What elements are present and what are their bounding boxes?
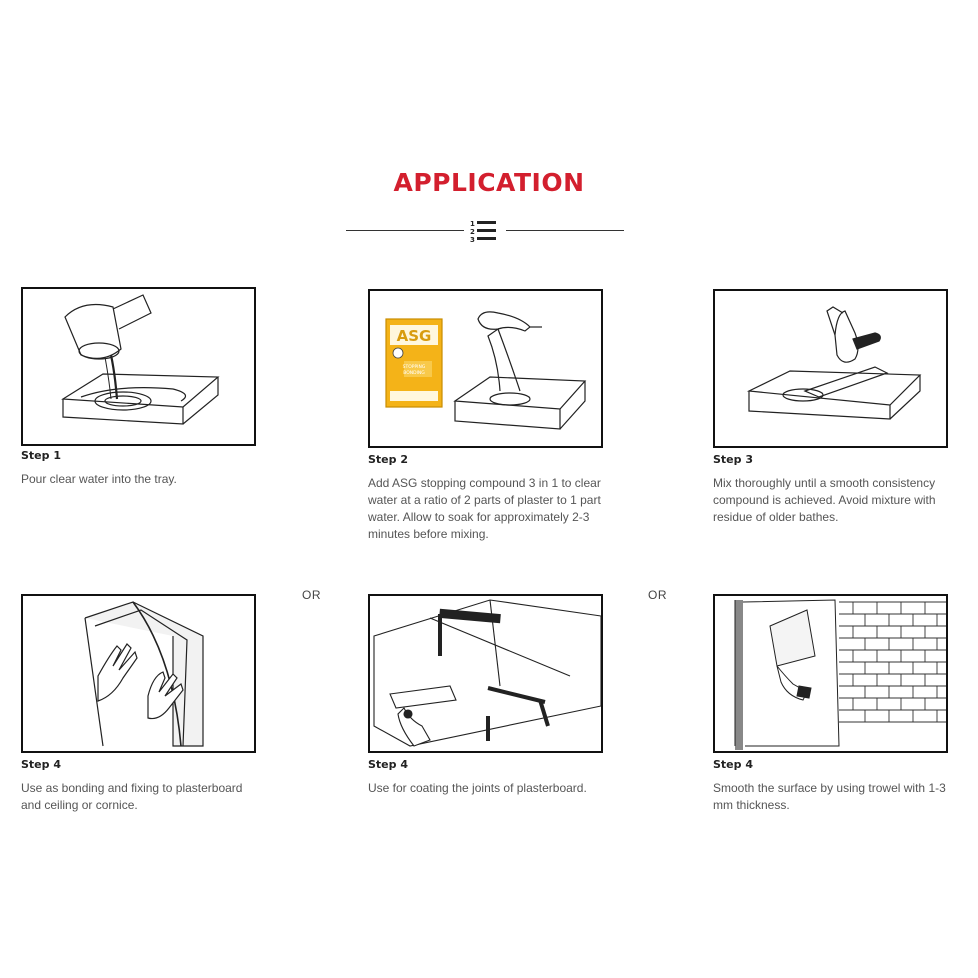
or-separator-1: OR — [302, 588, 321, 602]
svg-text:STOPPING: STOPPING — [402, 365, 426, 370]
step-4c-text: Smooth the surface by using trowel with 1-3 mm thickness. — [713, 781, 946, 812]
step-4b-label: Step 4 — [368, 758, 408, 771]
divider-line-left — [346, 230, 464, 231]
step-3-label: Step 3 — [713, 453, 753, 466]
step-2-label: Step 2 — [368, 453, 408, 466]
step-4b-text: Use for coating the joints of plasterboard. — [368, 781, 587, 795]
svg-text:1: 1 — [470, 220, 475, 228]
asg-bag-image — [386, 319, 442, 407]
step-4c-illustration — [713, 594, 948, 753]
step-4a-text: Use as bonding and fixing to plasterboard and ceiling or cornice. — [21, 781, 243, 812]
step-1-illustration — [21, 287, 256, 446]
step-4a-label: Step 4 — [21, 758, 61, 771]
svg-text:2: 2 — [470, 228, 475, 236]
title-divider — [346, 219, 624, 243]
step-4b-illustration — [368, 594, 603, 753]
or-separator-2: OR — [648, 588, 667, 602]
page-title: APPLICATION — [393, 168, 585, 197]
divider-line-right — [506, 230, 624, 231]
numbered-list-icon — [470, 219, 498, 243]
step-2-illustration — [368, 289, 603, 448]
step-1-text: Pour clear water into the tray. — [21, 472, 177, 486]
step-3-text: Mix thoroughly until a smooth consistency compound is achieved. Avoid mixture with residue of older bathes. — [713, 476, 936, 524]
step-3-illustration — [713, 289, 948, 448]
step-4c-label: Step 4 — [713, 758, 753, 771]
svg-text:3: 3 — [470, 236, 475, 243]
svg-text:ASG: ASG — [396, 327, 432, 345]
step-1-label: Step 1 — [21, 449, 61, 462]
svg-text:BONDING: BONDING — [403, 371, 425, 376]
step-4a-illustration — [21, 594, 256, 753]
step-2-text: Add ASG stopping compound 3 in 1 to clear water at a ratio of 2 parts of plaster to 1 part water. Allow to soak for approximately 2-3 minutes before mixing. — [368, 476, 601, 541]
